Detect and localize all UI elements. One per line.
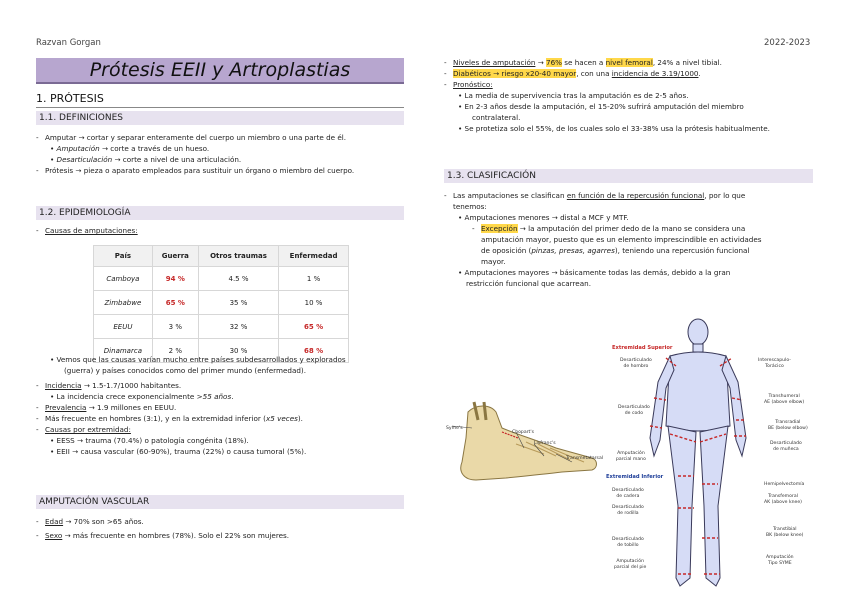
body-amputation-diagram	[640, 316, 756, 594]
niveles-rest: , 24% a nivel tibial.	[652, 58, 722, 67]
menores-line: Amputaciones menores → distal a MCF y MTF.	[464, 213, 629, 222]
causas-table	[93, 245, 349, 363]
def-desart-term: Desarticulación	[56, 155, 113, 164]
neck	[693, 344, 703, 352]
prevalencia-value: → 1.9 millones en EEUU.	[86, 403, 177, 412]
syme-label: Syme's	[446, 426, 463, 431]
table-row	[94, 291, 349, 315]
left-leg	[700, 426, 728, 586]
prevalencia-term: Prevalencia	[45, 403, 87, 412]
incidencia-value: → 1.5-1.7/1000 habitantes.	[81, 381, 182, 390]
transmetatarsal-label: Transmetatarsal	[566, 456, 604, 461]
sexo-term: Sexo	[45, 531, 63, 540]
niveles-femoral: nivel femoral	[605, 58, 653, 67]
excepcion-d: de oposición (	[481, 246, 532, 255]
mayores-b: restricción funcional que acarrean.	[466, 279, 591, 288]
incidencia-term: Incidencia	[45, 381, 82, 390]
author: Razvan Gorgan	[36, 38, 101, 48]
label-transfemoral: Transfemoral AK (above knee)	[764, 494, 802, 505]
def-amputacion: → corte a través de un hueso.	[99, 144, 210, 153]
chopart-label: Chopart's	[512, 430, 535, 435]
table-cell: 30 %	[198, 339, 278, 363]
clasificacion-block: - Las amputaciones se clasifican en función de la repercusión funcional, por lo que tenemos: • Amputaciones menores → distal a MCF y MTF. - Excepción → la amputación del primer dedo de la mano se considera una amputación mayor, puesto que es un elemento imprescindible en actividades de oposición (pinzas, presas, agarres), teniendo una repercusión funcional mayor. • Amputaciones mayores → básicamente todas las demás, debido a la gran restricción funcional que acarrean.	[444, 190, 816, 289]
epidemiologia-block: • Vemos que las causas varían mucho entre países subdesarrollados y explorados (guerra) y países conocidos como del primer mundo (enfermedad). - Incidencia → 1.5-1.7/1000 habitantes. • La incidencia crece exponencialmente >55 años. - Prevalencia → 1.9 millones en EEUU. - Más frecuente en hombres (3:1), y en la extremidad inferior (x5 veces). - Causas por extremidad: • EESS → trauma (70.4%) o patología congénita (18%). • EEII → causa vascular (60-90%), trauma (22%) o causa tumoral (5%).	[36, 354, 408, 457]
table-cell: 35 %	[198, 291, 278, 315]
excepcion-b: → la amputación del primer dedo de la mano se considera una	[517, 224, 746, 233]
label-amput-pie: Amputación parcial del pie	[614, 559, 647, 570]
label-amput-mano: Amputación parcial mano	[616, 451, 646, 462]
pronostico-2b: contralateral.	[472, 113, 521, 122]
label-desart-cadera: Desarticulado de cadera	[612, 488, 644, 499]
pronostico-1: La media de supervivencia tras la amputación es de 2-5 años.	[464, 91, 689, 100]
section-heading-clasificacion: 1.3. CLASIFICACIÓN	[444, 169, 813, 183]
section-heading-protesis: 1. PRÓTESIS	[36, 92, 404, 108]
causas-label-line: - Causas de amputaciones:	[36, 226, 138, 235]
table-cell: 3 %	[152, 315, 198, 339]
torso	[666, 352, 730, 431]
lisfranc-label: Lisfranc's	[534, 441, 556, 446]
table-cell: 94 %	[152, 267, 198, 291]
def-amputar: Amputar → cortar y separar enteramente del cuerpo un miembro o una parte de él.	[45, 133, 347, 142]
edad-value: → 70% son >65 años.	[63, 517, 144, 526]
label-transtibial: Transtibial BK (below knee)	[766, 527, 804, 538]
edad-term: Edad	[45, 517, 64, 526]
table-header: País	[94, 246, 153, 267]
year: 2022-2023	[764, 38, 811, 48]
def-desarticulacion: → corte a nivel de una articulación.	[112, 155, 242, 164]
def-protesis: Prótesis → pieza o aparato empleados para sustituir un órgano o miembro del cuerpo.	[45, 166, 355, 175]
niveles-term: Niveles de amputación	[453, 58, 536, 67]
clas-b: en función de la repercusión funcional	[566, 191, 705, 200]
eess-line: EESS → trauma (70.4%) o patología congénita (18%).	[56, 436, 249, 445]
diabeticos-term: Diabéticos → riesgo x20-40 mayor	[453, 69, 577, 78]
vemos-line-1: Vemos que las causas varían mucho entre países subdesarrollados y explorados	[56, 355, 346, 364]
table-row	[94, 315, 349, 339]
label-interescapulo: Interescapulo- Torácico	[758, 358, 791, 369]
excepcion-e: pinzas, presas, agarres	[531, 246, 615, 255]
niveles-mid: se hacen a	[562, 58, 606, 67]
table-cell: 68 %	[279, 339, 349, 363]
table-cell: 10 %	[279, 291, 349, 315]
clas-a: Las amputaciones se clasifican	[453, 191, 567, 200]
causas-label: Causas de amputaciones:	[45, 226, 138, 235]
label-desart-rodilla: Desarticulado de rodilla	[612, 505, 644, 516]
pronostico-label: Pronóstico:	[453, 80, 493, 89]
page-title-band	[36, 58, 404, 84]
head	[688, 319, 708, 345]
table-cell: Camboya	[94, 267, 153, 291]
diabeticos-incidencia: incidencia de 3.19/1000	[611, 69, 699, 78]
foot-amputation-diagram	[446, 398, 604, 494]
definiciones-block: - Amputar → cortar y separar enteramente del cuerpo un miembro o una parte de él. • Amputación → corte a través de un hueso. • Desarticulación → corte a nivel de una articulación. - Prótesis → pieza o aparato empleados para sustituir un órgano o miembro del cuerpo.	[36, 133, 355, 175]
table-row	[94, 267, 349, 291]
diabeticos-mid: , con una	[576, 69, 612, 78]
clas-d: tenemos:	[453, 202, 487, 211]
eeii-line: EEII → causa vascular (60-90%), trauma (22%) o causa tumoral (5%).	[56, 447, 307, 456]
human-figure	[650, 319, 746, 586]
extremidad-inferior-label: Extremidad Inferior	[606, 474, 664, 480]
table-cell: Dinamarca	[94, 339, 153, 363]
label-hemipelvectomia: Hemipelvectomía	[764, 482, 805, 487]
label-transhumeral: Transhumeral AE (above elbow)	[764, 394, 805, 405]
label-desart-codo: Desarticulado de codo	[618, 405, 650, 416]
incidencia-sub-b: >55 años	[196, 392, 232, 401]
niveles-arrow: →	[535, 58, 547, 67]
sexo-value: → más frecuente en hombres (78%). Solo el 22% son mujeres.	[62, 531, 290, 540]
label-desart-hombro: Desarticulado de hombro	[620, 358, 652, 369]
excepcion-g: mayor.	[481, 257, 506, 266]
table-cell: EEUU	[94, 315, 153, 339]
label-desart-muneca: Desarticulado de muñeca	[770, 441, 802, 452]
table-header: Guerra	[152, 246, 198, 267]
section-heading-epidemiologia: 1.2. EPIDEMIOLOGÍA	[36, 206, 404, 220]
page-title: Prótesis EEII y Artroplastias	[89, 59, 351, 81]
right-top-block: - Niveles de amputación → 76% se hacen a nivel femoral, 24% a nivel tibial. - Diabéticos → riesgo x20-40 mayor, con una incidencia de 3.19/1000. - Pronóstico: • La media de supervivencia tras la amputación es de 2-5 años. • En 2-3 años desde la amputación, el 15-20% sufrirá amputación del miembro contralateral. • Se protetiza solo el 55%, de los cuales solo el 33-38% usa la prótesis habitualmente.	[444, 57, 814, 134]
label-transradial: Transradial BE (below elbow)	[768, 420, 808, 431]
table-cell: 32 %	[198, 315, 278, 339]
table-header-row	[94, 246, 349, 267]
label-syme: Amputación Tipo SYME	[766, 555, 794, 566]
table-cell: Zimbabwe	[94, 291, 153, 315]
table-cell: 2 %	[152, 339, 198, 363]
def-amputacion-term: Amputación	[56, 144, 100, 153]
table-header: Otros traumas	[198, 246, 278, 267]
incidencia-sub-a: La incidencia crece exponencialmente	[56, 392, 197, 401]
excepcion-c: amputación mayor, puesto que es un elemento imprescindible en actividades	[481, 235, 762, 244]
niveles-pct: 76%	[546, 58, 562, 67]
diabeticos-end: .	[698, 69, 701, 78]
causas-extremidad: Causas por extremidad:	[45, 425, 131, 434]
vascular-block: - Edad → 70% son >65 años. - Sexo → más frecuente en hombres (78%). Solo el 22% son mujeres.	[36, 517, 290, 540]
mas-frecuente-c: ).	[297, 414, 303, 423]
right-leg	[668, 426, 696, 586]
pronostico-2a: En 2-3 años desde la amputación, el 15-20% sufrirá amputación del miembro	[464, 102, 744, 111]
extremidad-superior-label: Extremidad Superior	[612, 345, 673, 351]
mas-frecuente-b: x5 veces	[265, 414, 298, 423]
mayores-a: Amputaciones mayores → básicamente todas las demás, debido a la gran	[464, 268, 731, 277]
vemos-line-2: (guerra) y países conocidos como del primer mundo (enfermedad).	[64, 366, 306, 375]
mas-frecuente-a: Más frecuente en hombres (3:1), y en la extremidad inferior (	[45, 414, 266, 423]
incidencia-sub-c: .	[231, 392, 234, 401]
label-desart-tobillo: Desarticulado de tobillo	[612, 537, 644, 548]
table-cell: 65 %	[152, 291, 198, 315]
table-header: Enfermedad	[279, 246, 349, 267]
section-heading-amputacion-vascular: AMPUTACIÓN VASCULAR	[36, 495, 404, 509]
pronostico-3: Se protetiza solo el 55%, de los cuales solo el 33-38% usa la prótesis habitualmente.	[464, 124, 770, 133]
excepcion-f: ), teniendo una repercusión funcional	[614, 246, 750, 255]
table-cell: 4.5 %	[198, 267, 278, 291]
excepcion-term: Excepción	[481, 224, 518, 233]
clas-c: , por lo que	[704, 191, 746, 200]
section-heading-definiciones: 1.1. DEFINICIONES	[36, 111, 404, 125]
table-cell: 65 %	[279, 315, 349, 339]
table-cell: 1 %	[279, 267, 349, 291]
